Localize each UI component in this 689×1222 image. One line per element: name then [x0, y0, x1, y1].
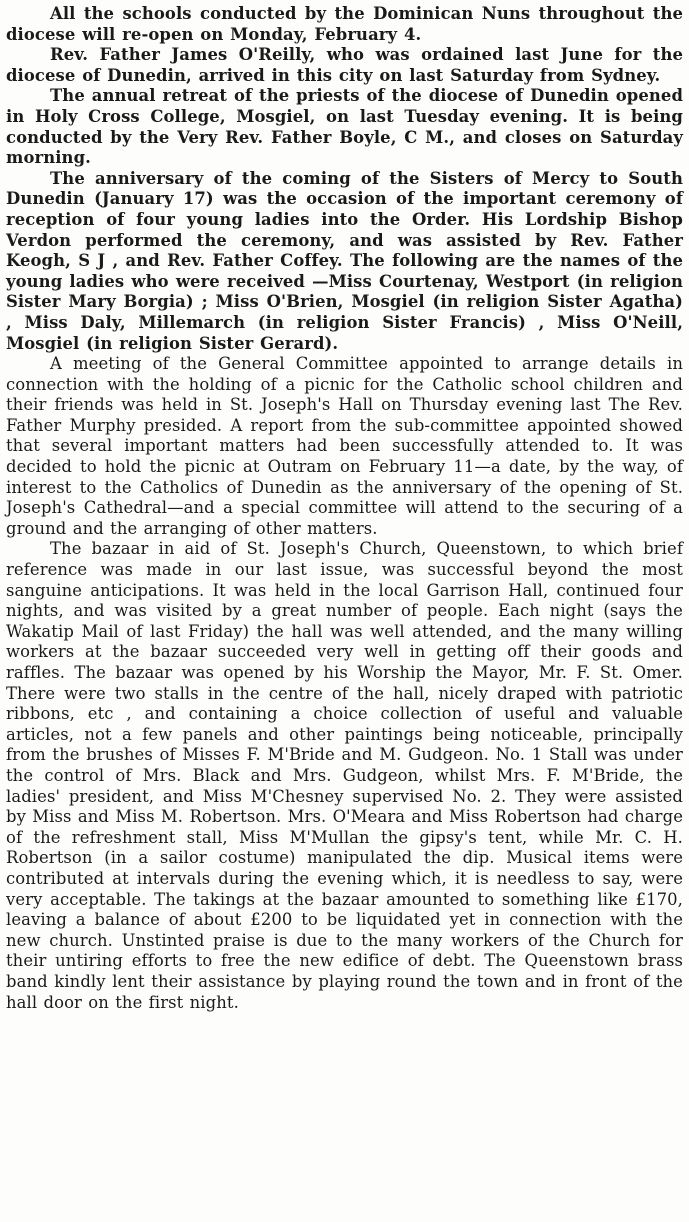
paragraph-annual-retreat: The annual retreat of the priests of the diocese of Dunedin opened in Holy Cross College, Mosgiel, on last Tuesday evening. It is being conducted by the Very Rev. Father Boyle, C M., and closes on Saturday morning. — [6, 86, 683, 168]
paragraph-general-committee: A meeting of the General Committee appointed to arrange details in connection with the holding of a picnic for the Catholic school children and their friends was held in St. Joseph's Hall on Thursday evening last The Rev. Father Murphy presided. A report from the sub-committee appointed showed that several important matters had been successfully attended to. It was decided to hold the picnic at Outram on February 11—a date, by the way, of interest to the Catholics of Dunedin as the anniversary of the opening of St. Joseph's Cathedral—and a special committee will attend to the securing of a ground and the arranging of other matters. — [6, 354, 683, 538]
paragraph-queenstown-bazaar: The bazaar in aid of St. Joseph's Church, Queenstown, to which brief reference was made in our last issue, was successful beyond the most sanguine anticipations. It was held in the local Garrison Hall, continued four nights, and was visited by a great number of people. Each night (says the Wakatip Mail of last Friday) the hall was well attended, and the many willing workers at the bazaar succeeded very well in getting off their goods and raffles. The bazaar was opened by his Worship the Mayor, Mr. F. St. Omer. There were two stalls in the centre of the hall, nicely draped with patriotic ribbons, etc , and containing a choice collection of useful and valuable articles, not a few panels and other paintings being noticeable, principally from the brushes of Misses F. M'Bride and M. Gudgeon. No. 1 Stall was under the control of Mrs. Black and Mrs. Gudgeon, whilst Mrs. F. M'Bride, the ladies' president, and Miss M'Chesney supervised No. 2. They were assisted by Miss and Miss M. Robertson. Mrs. O'Meara and Miss Robertson had charge of the refreshment stall, Miss M'Mullan the gipsy's tent, while Mr. C. H. Robertson (in a sailor costume) manipulated the dip. Musical items were contributed at intervals during the evening which, it is needless to say, were very acceptable. The takings at the bazaar amounted to something like £170, leaving a balance of about £200 to be liquidated yet in connection with the new church. Unstinted praise is due to the many workers of the Church for their untiring efforts to free the new edifice of debt. The Queenstown brass band kindly lent their assistance by playing round the town and in front of the hall door on the first night. — [6, 539, 683, 1012]
paragraph-dominican-schools: All the schools conducted by the Dominican Nuns throughout the diocese will re-open on Monday, February 4. — [6, 4, 683, 44]
paragraph-father-oreilly: Rev. Father James O'Reilly, who was ordained last June for the diocese of Dunedin, arrived in this city on last Saturday from Sydney. — [6, 45, 683, 85]
paragraph-sisters-of-mercy: The anniversary of the coming of the Sisters of Mercy to South Dunedin (January 17) was the occasion of the important ceremony of reception of four young ladies into the Order. His Lordship Bishop Verdon performed the ceremony, and was assisted by Rev. Father Keogh, S J , and Rev. Father Coffey. The following are the names of the young ladies who were received —Miss Courtenay, Westport (in religion Sister Mary Borgia) ; Miss O'Brien, Mosgiel (in religion Sister Agatha) , Miss Daly, Millemarch (in religion Sister Francis) , Miss O'Neill, Mosgiel (in religion Sister Gerard). — [6, 168, 683, 353]
